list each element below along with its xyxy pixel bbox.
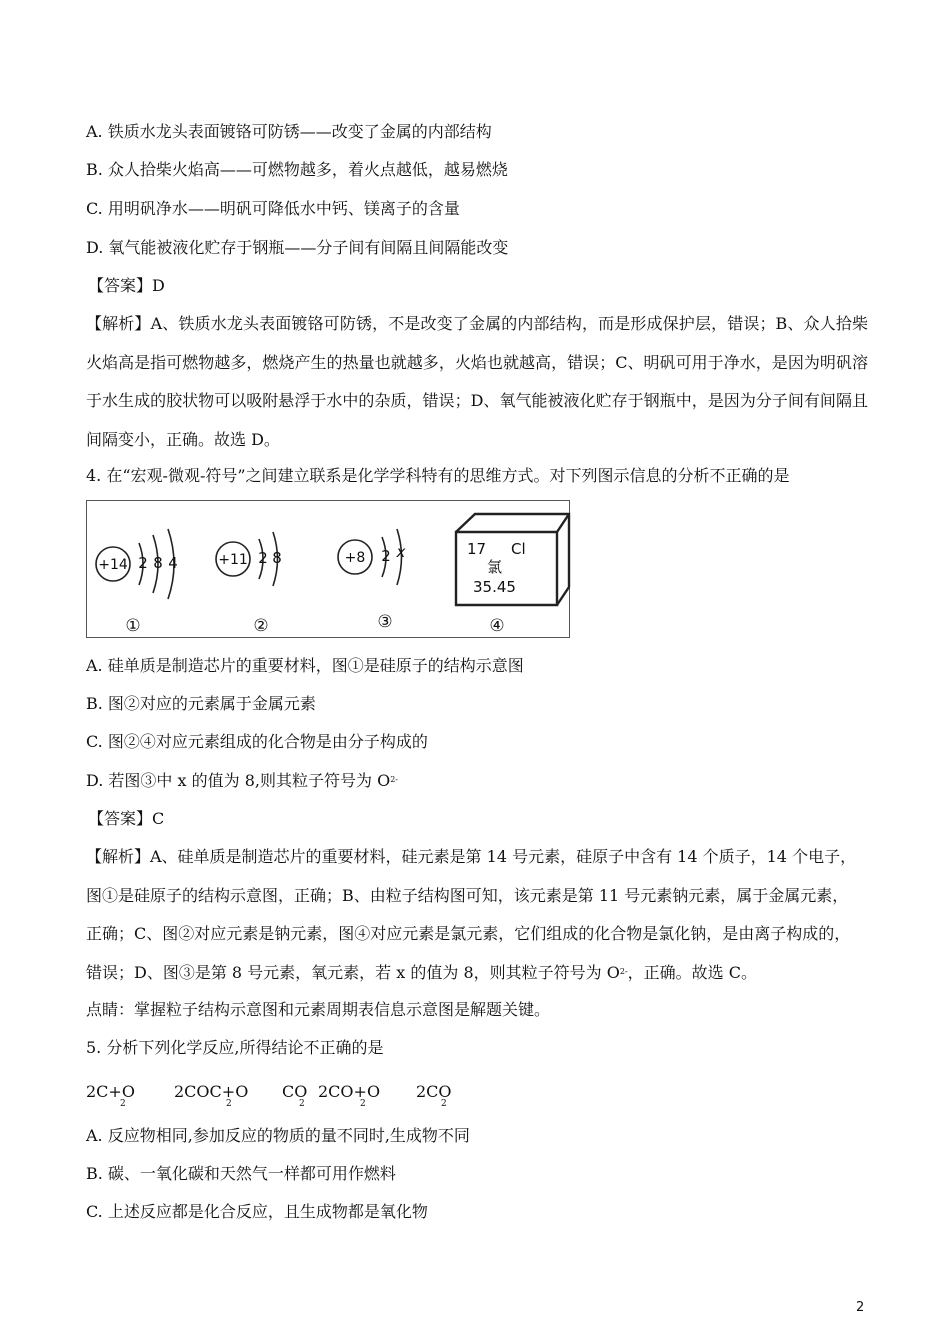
q3-answer: 【答案】D	[88, 276, 165, 295]
q4-analysis-line-1: 【解析】A、硅单质是制造芯片的重要材料，硅元素是第 14 号元素，硅原子中含有 14 个质子，14 个电子，	[86, 847, 857, 866]
q5-option-a: A. 反应物相同,参加反应的物质的量不同时,生成物不同	[86, 1126, 470, 1145]
q4-option-d	[86, 770, 398, 791]
shell-electrons: 8	[272, 549, 282, 567]
equation-text: CO	[282, 1082, 308, 1101]
q3-option-c: C. 用明矾净水——明矾可降低水中钙、镁离子的含量	[86, 199, 460, 218]
figure-label: ③	[377, 612, 393, 632]
q3-option-a: A. 铁质水龙头表面镀铬可防锈——改变了金属的内部结构	[86, 122, 492, 141]
shell-electrons: 2	[258, 549, 268, 567]
charge-superscript: 2-	[619, 967, 628, 976]
shell-electrons: 4	[168, 554, 178, 572]
figure-label: ②	[253, 616, 269, 636]
q4-answer: 【答案】C	[88, 809, 165, 828]
q4-analysis-line-4	[86, 962, 757, 983]
q5-option-c: C. 上述反应都是化合反应，且生成物都是氧化物	[86, 1202, 428, 1221]
figure-label: ④	[489, 616, 505, 636]
subscript: 2	[226, 1099, 232, 1109]
analysis-text: ，正确。故选 C。	[627, 963, 757, 982]
q5-equations	[86, 1082, 486, 1112]
q5-stem: 5. 分析下列化学反应,所得结论不正确的是	[86, 1038, 384, 1057]
nucleus-charge: +11	[218, 552, 248, 568]
q3-analysis: 【解析】A、铁质水龙头表面镀铬可防锈，不是改变了金属的内部结构，而是形成保护层，错误；B、众人拾柴火焰高是指可燃物越多，燃烧产生的热量也就越多，火焰也就越高，错误；C、明矾可用于净水，是因为明矾溶于水生成的胶状物可以吸附悬浮于水中的杂质，错误；D、氧气能被液化贮存于钢瓶中，是因为分子间有间隔且间隔变小，正确。故选 D。	[86, 314, 868, 450]
subscript: 2	[120, 1099, 126, 1109]
shell-electrons: 8	[153, 554, 163, 572]
analysis-text: 错误；D、图③是第 8 号元素，氧元素，若 x 的值为 8，则其粒子符号为 O	[86, 963, 620, 982]
element-symbol: Cl	[511, 540, 526, 558]
subscript: 2	[441, 1099, 447, 1109]
element-name: 氯	[487, 558, 503, 576]
nucleus-charge: +14	[98, 557, 128, 573]
charge-superscript: 2-	[390, 775, 398, 784]
q4-option-c: C. 图②④对应元素组成的化合物是由分子构成的	[86, 732, 428, 751]
q4-option-b: B. 图②对应的元素属于金属元素	[86, 694, 316, 713]
page-number: 2	[856, 1300, 865, 1315]
atomic-number: 17	[467, 540, 487, 558]
q3-option-b: B. 众人拾柴火焰高——可燃物越多，着火点越低，越易燃烧	[86, 160, 508, 179]
subscript: 2	[299, 1099, 305, 1109]
q4-analysis-line-3: 正确；C、图②对应元素是钠元素，图④对应元素是氯元素，它们组成的化合物是氯化钠，是由离子构成的，	[86, 924, 851, 943]
equation-text: 2CO+O	[318, 1082, 381, 1101]
equation-text: 2COC+O	[174, 1082, 249, 1101]
q4-option-d-text: D. 若图③中 x 的值为 8,则其粒子符号为 O	[86, 771, 391, 790]
equation-text: 2C+O	[86, 1082, 135, 1101]
q5-option-b: B. 碳、一氧化碳和天然气一样都可用作燃料	[86, 1164, 396, 1183]
q4-option-a: A. 硅单质是制造芯片的重要材料，图①是硅原子的结构示意图	[86, 656, 524, 675]
figure-label: ①	[125, 616, 141, 636]
q4-analysis-line-2: 图①是硅原子的结构示意图，正确；B、由粒子结构图可知，该元素是第 11 号元素钠元素，属于金属元素，	[86, 886, 849, 905]
shell-electrons: x	[396, 543, 406, 561]
equation-text: 2CO	[416, 1082, 452, 1101]
q3-option-d: D. 氧气能被液化贮存于钢瓶——分子间有间隔且间隔能改变	[86, 238, 509, 257]
atom-structure-figure	[86, 500, 570, 638]
atomic-mass: 35.45	[473, 578, 516, 596]
q4-stem: 4. 在“宏观-微观-符号”之间建立联系是化学学科特有的思维方式。对下列图示信息的分析不正确的是	[86, 466, 790, 485]
shell-electrons: 2	[138, 554, 148, 572]
nucleus-charge: +8	[344, 550, 366, 566]
shell-electrons: 2	[381, 547, 391, 565]
subscript: 2	[360, 1099, 366, 1109]
figure-drawing	[87, 501, 571, 639]
q4-tip: 点睛：掌握粒子结构示意图和元素周期表信息示意图是解题关键。	[86, 1000, 551, 1019]
